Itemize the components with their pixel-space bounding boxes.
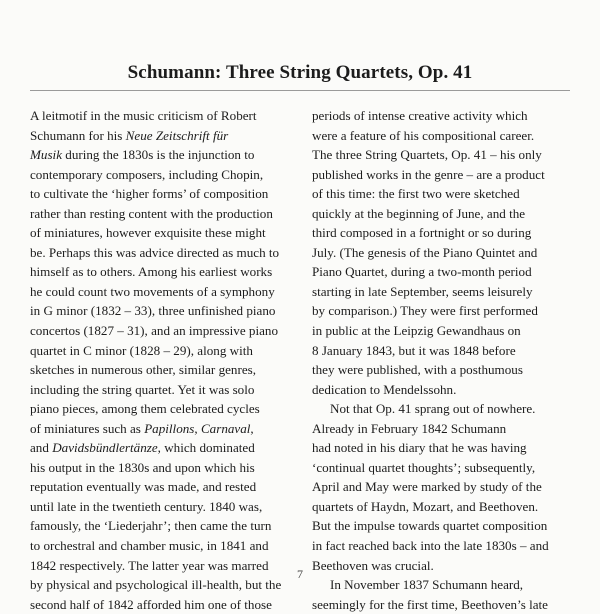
text-run: third composed in a fortnight or so during	[312, 225, 532, 241]
text-run: during the 1830s is the injunction to	[62, 147, 255, 163]
page-title: Schumann: Three String Quartets, Op. 41	[127, 62, 473, 83]
italic-title: Musik	[30, 147, 62, 163]
text-run: to cultivate the ‘higher forms’ of composition	[30, 186, 269, 202]
text-run: in public at the Leipzig Gewandhaus on	[312, 323, 521, 339]
text-run: , which dominated	[157, 440, 255, 456]
text-run: dedication to Mendelssohn.	[312, 381, 457, 397]
text-run: of this time: the first two were sketched	[312, 186, 520, 202]
text-run: rather than resting content with the production	[30, 205, 273, 221]
text-run: had noted in his diary that he was having	[312, 440, 527, 456]
text-run: famously, the ‘Liederjahr’; then came the turn	[30, 518, 272, 534]
text-run: quartet in C minor (1828 – 29), along with	[30, 342, 253, 358]
text-line	[312, 106, 582, 126]
text-line	[30, 536, 308, 556]
text-line	[30, 301, 308, 321]
text-line	[312, 497, 582, 517]
text-run: Already in February 1842 Schumann	[312, 420, 507, 436]
text-line	[30, 419, 308, 439]
italic-title: Papillons	[144, 420, 195, 436]
text-line	[30, 262, 308, 282]
text-run: In November 1837 Schumann heard,	[330, 577, 524, 593]
text-run: April and May were marked by study of the	[312, 479, 542, 495]
text-run: starting in late September, seems leisurely	[312, 283, 533, 299]
text-line	[30, 282, 308, 302]
text-line	[312, 536, 582, 556]
text-run: by physical and psychological ill-health, but the	[30, 577, 282, 593]
text-line	[312, 458, 582, 478]
text-line	[312, 223, 582, 243]
text-run: were a feature of his compositional career.	[312, 127, 535, 143]
text-run: second half of 1842 afforded him one of those	[30, 596, 272, 612]
text-run: Beethoven was crucial.	[312, 557, 434, 573]
text-run: ,	[194, 420, 201, 436]
text-line	[30, 145, 308, 165]
text-line	[30, 126, 308, 146]
text-run: reputation eventually was made, and rested	[30, 479, 257, 495]
text-run: Piano Quartet, during a two-month period	[312, 264, 532, 280]
italic-title: Davidsbündlertänze	[52, 440, 158, 456]
text-run: July. (The genesis of the Piano Quintet and	[312, 244, 538, 260]
text-line	[312, 184, 582, 204]
text-line	[30, 204, 308, 224]
text-run: contemporary composers, including Chopin,	[30, 166, 264, 182]
italic-title: Neue Zeitschrift für	[125, 127, 229, 143]
text-line	[30, 360, 308, 380]
text-run: ,	[250, 420, 254, 436]
text-line	[30, 595, 308, 614]
text-run: he could count two movements of a symphony	[30, 283, 275, 299]
text-run: and	[30, 440, 53, 456]
text-run: piano pieces, among them celebrated cycles	[30, 401, 260, 417]
text-run: 1842 respectively. The latter year was marred	[30, 557, 269, 573]
text-line	[30, 458, 308, 478]
text-line	[312, 126, 582, 146]
text-line	[312, 341, 582, 361]
text-line	[30, 106, 308, 126]
text-run: seemingly for the first time, Beethoven’s late	[312, 596, 548, 612]
text-run: of miniatures, however exquisite these might	[30, 225, 266, 241]
text-run: in G minor (1832 – 33), three unfinished piano	[30, 303, 276, 319]
text-run: quartets of Haydn, Mozart, and Beethoven.	[312, 498, 539, 514]
text-line	[30, 341, 308, 361]
text-line	[312, 516, 582, 536]
title-divider	[30, 90, 570, 91]
text-line	[312, 262, 582, 282]
text-run: 8 January 1843, but it was 1848 before	[312, 342, 516, 358]
text-line	[30, 438, 308, 458]
text-run: of miniatures such as	[30, 420, 145, 436]
text-line	[312, 321, 582, 341]
text-run: ‘continual quartet thoughts’; subsequently,	[312, 459, 536, 475]
text-run: his output in the 1830s and upon which his	[30, 459, 255, 475]
text-run: But the impulse towards quartet composition	[312, 518, 548, 534]
text-run: until late in the twentieth century. 1840 was,	[30, 498, 263, 514]
text-line	[312, 360, 582, 380]
text-run: in fact reached back into the late 1830s – and	[312, 538, 549, 554]
text-run: including the string quartet. Yet it was solo	[30, 381, 255, 397]
text-line	[30, 399, 308, 419]
right-text-column	[312, 106, 582, 614]
text-run: concertos (1827 – 31), and an impressive piano	[30, 323, 278, 339]
text-line	[30, 223, 308, 243]
text-line	[312, 204, 582, 224]
text-line	[30, 516, 308, 536]
text-run: himself as to others. Among his earliest works	[30, 264, 273, 280]
text-run: to orchestral and chamber music, in 1841 and	[30, 538, 269, 554]
text-run: periods of intense creative activity which	[312, 108, 528, 123]
text-line	[312, 282, 582, 302]
text-line	[312, 438, 582, 458]
text-line	[312, 301, 582, 321]
text-run: The three String Quartets, Op. 41 – his only	[312, 147, 542, 163]
text-line	[30, 380, 308, 400]
text-line	[312, 477, 582, 497]
text-line	[30, 477, 308, 497]
text-line	[30, 497, 308, 517]
text-line	[312, 145, 582, 165]
text-line	[312, 419, 582, 439]
text-run: A leitmotif in the music criticism of Robert	[30, 108, 257, 123]
text-line	[312, 380, 582, 400]
italic-title: Carnaval	[200, 420, 251, 436]
text-line	[312, 243, 582, 263]
text-line	[312, 595, 582, 614]
text-line	[30, 184, 308, 204]
left-text-column	[30, 106, 308, 614]
text-run: Not that Op. 41 sprang out of nowhere.	[330, 401, 536, 417]
text-line	[312, 165, 582, 185]
text-line	[30, 321, 308, 341]
text-line	[312, 399, 582, 419]
text-run: they were published, with a posthumous	[312, 362, 523, 378]
text-line	[30, 165, 308, 185]
page-number: 7	[297, 567, 303, 581]
text-line	[30, 243, 308, 263]
text-run: sketches in numerous other, similar genres,	[30, 362, 257, 378]
text-run: Schumann for his	[30, 127, 126, 143]
text-run: by comparison.) They were first performed	[312, 303, 538, 319]
text-run: quickly at the beginning of June, and the	[312, 205, 526, 221]
text-run: published works in the genre – are a product	[312, 166, 545, 182]
text-run: be. Perhaps this was advice directed as much to	[30, 244, 280, 260]
